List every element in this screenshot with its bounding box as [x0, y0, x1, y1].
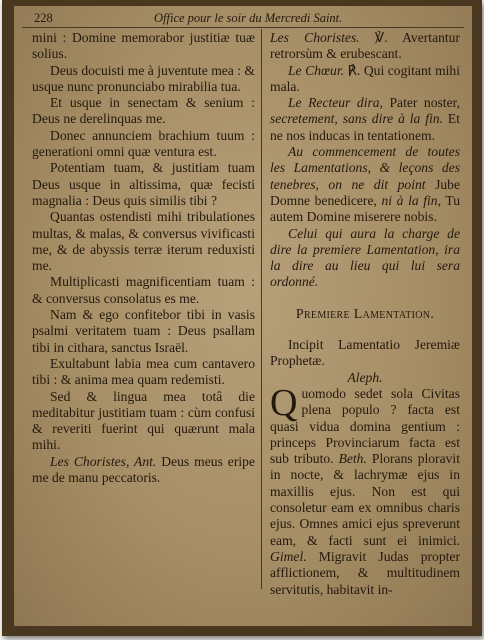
- psalm-verse: Quantas ostendisti mihi tribulationes multas, & malas, & conversus vivificasti me, & de abyssis terræ iterum reduxisti me.: [32, 209, 255, 274]
- psalm-verse: Nam & ego confitebor tibi in vasis psalmi veritatem tuam : Deus psallam tibi in cithara, sanctus Israël.: [32, 307, 255, 355]
- hebrew-letter-heading: Aleph.: [347, 369, 383, 385]
- photo-frame: [2, 0, 482, 636]
- column-divider: [261, 29, 262, 589]
- rubric-text: secretement, sans dire à la fin.: [270, 111, 443, 127]
- psalm-verse: Et usque in senectam & senium : Deus ne derelinquas me.: [32, 95, 255, 127]
- rubric-label: Les Choristes, Ant.: [50, 453, 157, 469]
- book-page: [14, 6, 472, 626]
- hebrew-letter: Gimel.: [270, 548, 307, 564]
- prayer-text: Tu autem Domine miserere nobis.: [270, 192, 460, 225]
- section-title: Premiere Lamentation.: [295, 306, 435, 322]
- psalm-verse: Exultabunt labia mea cum cantavero tibi : & anima mea quam redemisti.: [32, 355, 255, 388]
- running-title: Office pour le soir du Mercredi Saint.: [154, 11, 343, 25]
- lamentation-verse: Plorans ploravit in nocte, & lachrymæ ejus in maxillis ejus. Non est qui consoletur eam ex omnibus charis ejus. Omnes amici ejus spreverunt eam, & facti sunt ei inimici.: [270, 451, 460, 548]
- hebrew-letter: Beth.: [338, 451, 367, 467]
- rubric-paragraph: [270, 95, 460, 144]
- rubric-text: Au commencement de toutes les Lamentations, & leçons des tenebres, on ne dit point: [270, 144, 460, 192]
- prayer-text: Pater noster,: [389, 95, 460, 111]
- rubric-paragraph: Celui qui aura la charge de dire la premiere Lamentation, ira la dire au lieu qui lui sera ordonné.: [270, 225, 460, 290]
- prayer-text: Jube Domne benedicere,: [270, 176, 460, 208]
- header-rule: [22, 27, 464, 28]
- incipit: Incipit Lamentatio Jeremiæ Prophetæ.: [270, 337, 460, 369]
- lamentation-verse: Migravit Judas propter afflictionem, & multitudinem servitutis, habitavit in-: [270, 548, 460, 597]
- rubric-text: ni à la fin,: [381, 192, 442, 208]
- versicle: [270, 30, 460, 63]
- rubric-label: Les Choristes.: [270, 30, 360, 45]
- left-column: [32, 30, 255, 486]
- rubric-text: Le Recteur dira,: [288, 95, 383, 111]
- lamentation-verse: uomodo sedet sola Civitas plena populo ? facta est quasi vidua domina gentium : princeps Provinciarum facta est sub tributo.: [270, 385, 460, 467]
- psalm-verse: Potentiam tuam, & justitiam tuam Deus usque in altissima, quæ fecisti magnalia : Deus quis similis tibi ?: [32, 160, 255, 208]
- response: [270, 63, 460, 96]
- rubric-paragraph: [270, 144, 460, 225]
- prayer-text: Et ne nos inducas in tentationem.: [270, 111, 460, 143]
- antiphon: [32, 454, 255, 487]
- right-column: [270, 30, 460, 598]
- lamentation-text: [270, 381, 460, 598]
- psalm-verse: mini : Domine memorabor justitiæ tuæ solius.: [32, 30, 255, 62]
- rubric-label: Le Chœur.: [288, 62, 345, 78]
- psalm-verse: Multiplicasti magnificentiam tuam : & conversus consolatus es me.: [32, 274, 255, 306]
- psalm-verse: Deus docuisti me à juventute mea : & usque nunc pronunciabo mirabilia tua.: [32, 62, 255, 94]
- versicle-text: ℣. Avertantur retrorsùm & erubescant.: [270, 30, 460, 62]
- page-header: [34, 8, 460, 28]
- antiphon-text: Deus meus eripe me de manu peccatoris.: [32, 453, 255, 486]
- drop-cap: Q: [270, 381, 298, 424]
- psalm-verse: Donec annunciem brachium tuum : generationi omni quæ ventura est.: [32, 127, 255, 160]
- psalm-verse: Sed & lingua mea totâ die meditabitur justitiam tuam : cùm confusi & reveriti fuerint qui quærunt mala mihi.: [32, 388, 255, 453]
- response-text: ℟. Qui cogitant mihi mala.: [270, 62, 461, 94]
- page-number: 228: [34, 11, 53, 25]
